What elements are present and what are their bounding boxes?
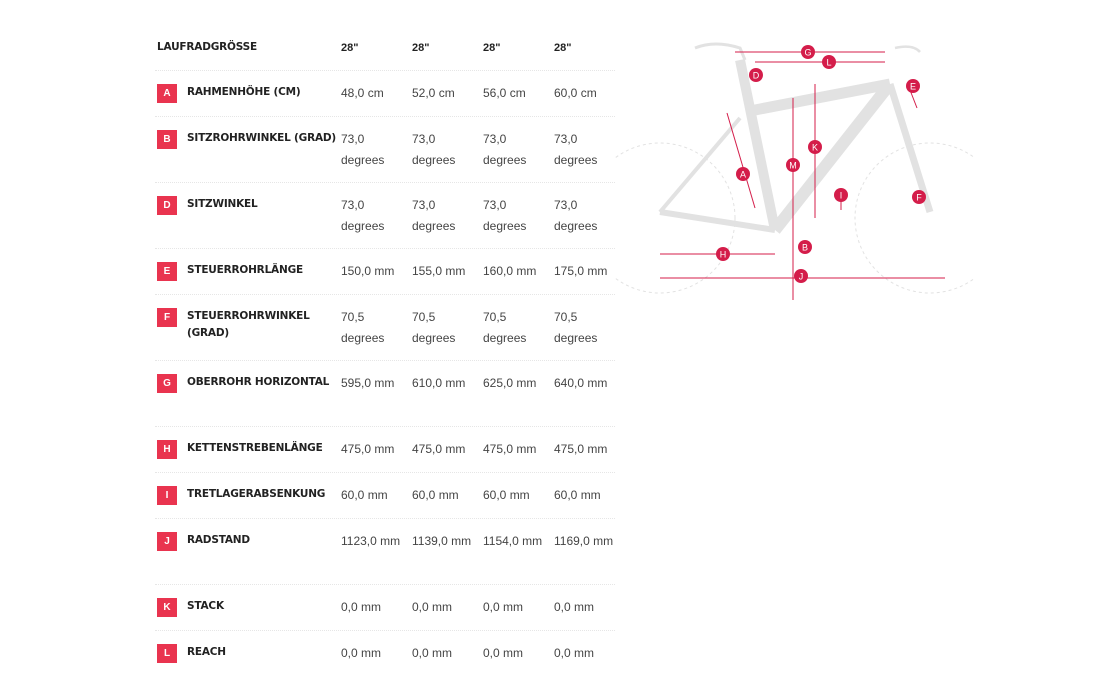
marker-h-text: H — [719, 249, 727, 260]
marker-j-icon — [794, 269, 808, 283]
bike-geometry-diagram — [615, 38, 975, 308]
marker-g-icon — [801, 45, 815, 59]
table-row — [155, 361, 615, 427]
marker-a-icon — [736, 167, 750, 181]
table-cell: 1154,0 mm — [483, 534, 543, 548]
row-letter-badge: B — [157, 130, 177, 149]
row-label: STEUERROHRLÄNGE — [187, 264, 303, 276]
marker-a-text: A — [739, 169, 747, 180]
table-row — [155, 519, 615, 585]
table-row — [155, 631, 615, 676]
table-cell: 60,0 cm — [554, 86, 597, 100]
row-label: SITZROHRWINKEL (GRAD) — [187, 132, 337, 144]
marker-k-icon — [808, 140, 822, 154]
table-cell: 73,0 degrees — [412, 132, 456, 167]
marker-i-text: I — [839, 190, 843, 201]
table-cell: 0,0 mm — [554, 646, 595, 660]
row-label: TRETLAGERABSENKUNG — [187, 488, 326, 500]
marker-g-text: G — [804, 47, 812, 58]
table-row — [155, 427, 615, 473]
table-cell: 0,0 mm — [341, 600, 382, 614]
table-row — [155, 249, 615, 295]
table-cell: 56,0 cm — [483, 86, 526, 100]
table-cell: 0,0 mm — [554, 600, 595, 614]
table-cell: 70,5 degrees — [341, 310, 385, 345]
marker-l-icon — [822, 55, 836, 69]
table-cell: 52,0 cm — [412, 86, 455, 100]
table-row — [155, 117, 615, 183]
row-letter-badge: I — [157, 486, 177, 505]
marker-e-icon — [906, 79, 920, 93]
row-letter-badge: H — [157, 440, 177, 459]
marker-d-text: D — [752, 70, 760, 81]
marker-e-text: E — [909, 81, 917, 92]
table-header-row — [155, 30, 615, 71]
table-cell: 70,5 degrees — [483, 310, 527, 345]
table-cell: 160,0 mm — [483, 264, 537, 278]
table-cell: 475,0 mm — [554, 442, 608, 456]
table-cell: 60,0 mm — [554, 488, 601, 502]
marker-k-text: K — [811, 142, 819, 153]
wheel-size-header-label: LAUFRADGRÖSSE — [157, 41, 257, 53]
dimension-lines — [660, 52, 945, 300]
row-label: KETTENSTREBENLÄNGE — [187, 442, 323, 454]
marker-f-icon — [912, 190, 926, 204]
table-cell: 60,0 mm — [341, 488, 388, 502]
table-cell: 175,0 mm — [554, 264, 608, 278]
size-column-header: 28" — [554, 42, 572, 54]
table-cell: 625,0 mm — [483, 376, 537, 390]
marker-b-icon — [798, 240, 812, 254]
row-label: RADSTAND — [187, 534, 250, 546]
marker-m-text: M — [789, 160, 797, 171]
row-label: REACH — [187, 646, 226, 658]
row-label: STEUERROHRWINKEL (GRAD) — [187, 310, 310, 339]
table-cell: 73,0 degrees — [483, 198, 527, 233]
row-letter-badge: K — [157, 598, 177, 617]
row-label: STACK — [187, 600, 224, 612]
row-letter-badge: E — [157, 262, 177, 281]
size-column-header: 28" — [483, 42, 501, 54]
table-cell: 70,5 degrees — [412, 310, 456, 345]
table-row — [155, 473, 615, 519]
size-column-header: 28" — [412, 42, 430, 54]
table-cell: 475,0 mm — [412, 442, 466, 456]
table-cell: 475,0 mm — [341, 442, 395, 456]
table-row — [155, 295, 615, 361]
table-row — [155, 585, 615, 631]
table-cell: 60,0 mm — [412, 488, 459, 502]
table-cell: 73,0 degrees — [341, 132, 385, 167]
table-cell: 0,0 mm — [412, 600, 453, 614]
table-cell: 73,0 degrees — [554, 198, 598, 233]
marker-b-text: B — [801, 242, 809, 253]
row-letter-badge: J — [157, 532, 177, 551]
marker-f-text: F — [916, 192, 922, 203]
table-cell: 1169,0 mm — [554, 534, 614, 548]
table-cell: 475,0 mm — [483, 442, 537, 456]
marker-i-icon — [834, 188, 848, 202]
table-cell: 70,5 degrees — [554, 310, 598, 345]
table-cell: 640,0 mm — [554, 376, 608, 390]
table-cell: 595,0 mm — [341, 376, 395, 390]
table-row — [155, 183, 615, 249]
table-cell: 610,0 mm — [412, 376, 466, 390]
table-cell: 73,0 degrees — [483, 132, 527, 167]
size-column-header: 28" — [341, 42, 359, 54]
row-letter-badge: L — [157, 644, 177, 663]
row-letter-badge: A — [157, 84, 177, 103]
table-cell: 0,0 mm — [341, 646, 382, 660]
table-cell: 150,0 mm — [341, 264, 395, 278]
table-cell: 73,0 degrees — [341, 198, 385, 233]
table-cell: 60,0 mm — [483, 488, 530, 502]
geometry-table — [155, 30, 615, 676]
table-cell: 0,0 mm — [483, 600, 524, 614]
table-cell: 0,0 mm — [412, 646, 453, 660]
table-row — [155, 71, 615, 117]
marker-m-icon — [786, 158, 800, 172]
table-cell: 73,0 degrees — [412, 198, 456, 233]
table-cell: 1123,0 mm — [341, 534, 401, 548]
table-cell: 0,0 mm — [483, 646, 524, 660]
table-cell: 73,0 degrees — [554, 132, 598, 167]
marker-d-icon — [749, 68, 763, 82]
row-label: SITZWINKEL — [187, 198, 258, 210]
row-letter-badge: F — [157, 308, 177, 327]
table-cell: 1139,0 mm — [412, 534, 472, 548]
table-cell: 155,0 mm — [412, 264, 466, 278]
marker-j-text: J — [798, 271, 804, 282]
row-letter-badge: G — [157, 374, 177, 393]
table-cell: 48,0 cm — [341, 86, 384, 100]
row-label: RAHMENHÖHE (CM) — [187, 86, 301, 98]
marker-l-text: L — [826, 57, 832, 68]
marker-h-icon — [716, 247, 730, 261]
row-label: OBERROHR HORIZONTAL — [187, 376, 330, 388]
row-letter-badge: D — [157, 196, 177, 215]
